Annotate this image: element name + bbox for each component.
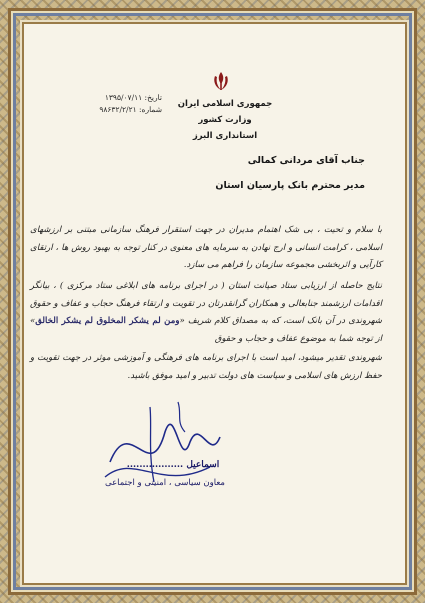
signatory-title: معاون سیاسی ، امنیتی و اجتماعی (105, 478, 225, 488)
recipient-title: مدیر محترم بانک پارسیان استان (215, 180, 365, 191)
emblem-icon (210, 70, 232, 92)
body-paragraph-3: شهروندی تقدیر میشود، امید است با اجرای برنامه های فرهنگی و آموزشی موثر در جهت تقویت و حفظ ارزش های اسلامی و سیاست های دولت تدبیر و امید موفق باشید. (30, 353, 382, 381)
header-country: جمهوری اسلامی ایران (177, 99, 273, 109)
letter-date: تاریخ: ۱۳۹۵/۰۷/۱۱ (104, 93, 162, 102)
body-paragraph-2-end: » از توجه شما به موضوع عفاف و حجاب و حقوق (30, 316, 382, 344)
recipient-name: جناب آقای مردانی کمالی (247, 155, 365, 166)
letter-meta (62, 92, 162, 116)
issuer-header (170, 96, 280, 144)
body-paragraph-2 (30, 278, 382, 348)
quoted-hadith: ومن لم یشکر المخلوق لم یشکر الخالق (35, 316, 180, 326)
header-ministry: وزارت کشور (198, 115, 252, 125)
signatory-name: اسماعیل .................. (126, 460, 220, 470)
body-paragraph-2-start: نتایج حاصله از ارزیابی ستاد صیانت استان ( در اجرای برنامه های ابلاغی ستاد مرکزی ) ، بیانگر اقدامات ارزشمند جنابعالی و همکاران گرانقدرتان در تقویت و ارتقاء فرهنگ حجاب و عفاف و حقوق شهروندی در آن بانک است، که به مصداق کلام شریف « (30, 281, 383, 326)
letter-number: شماره: ۹۸۶۳۲/۲/۲۱ (99, 105, 162, 114)
body-paragraph-1: با سلام و تحیت ، بی شک اهتمام مدیران در جهت استقرار فرهنگ سازمانی مبتنی بر ارزشهای اسلامی ، کرامت انسانی و ارج نهادن به سرمایه های معنوی در کنار توجه به بهبود روش ها ، ارتقای کارآیی و اثربخشی مجموعه سازمان را فراهم می سازد. (30, 225, 382, 270)
header-office: استانداری البرز (192, 131, 258, 141)
